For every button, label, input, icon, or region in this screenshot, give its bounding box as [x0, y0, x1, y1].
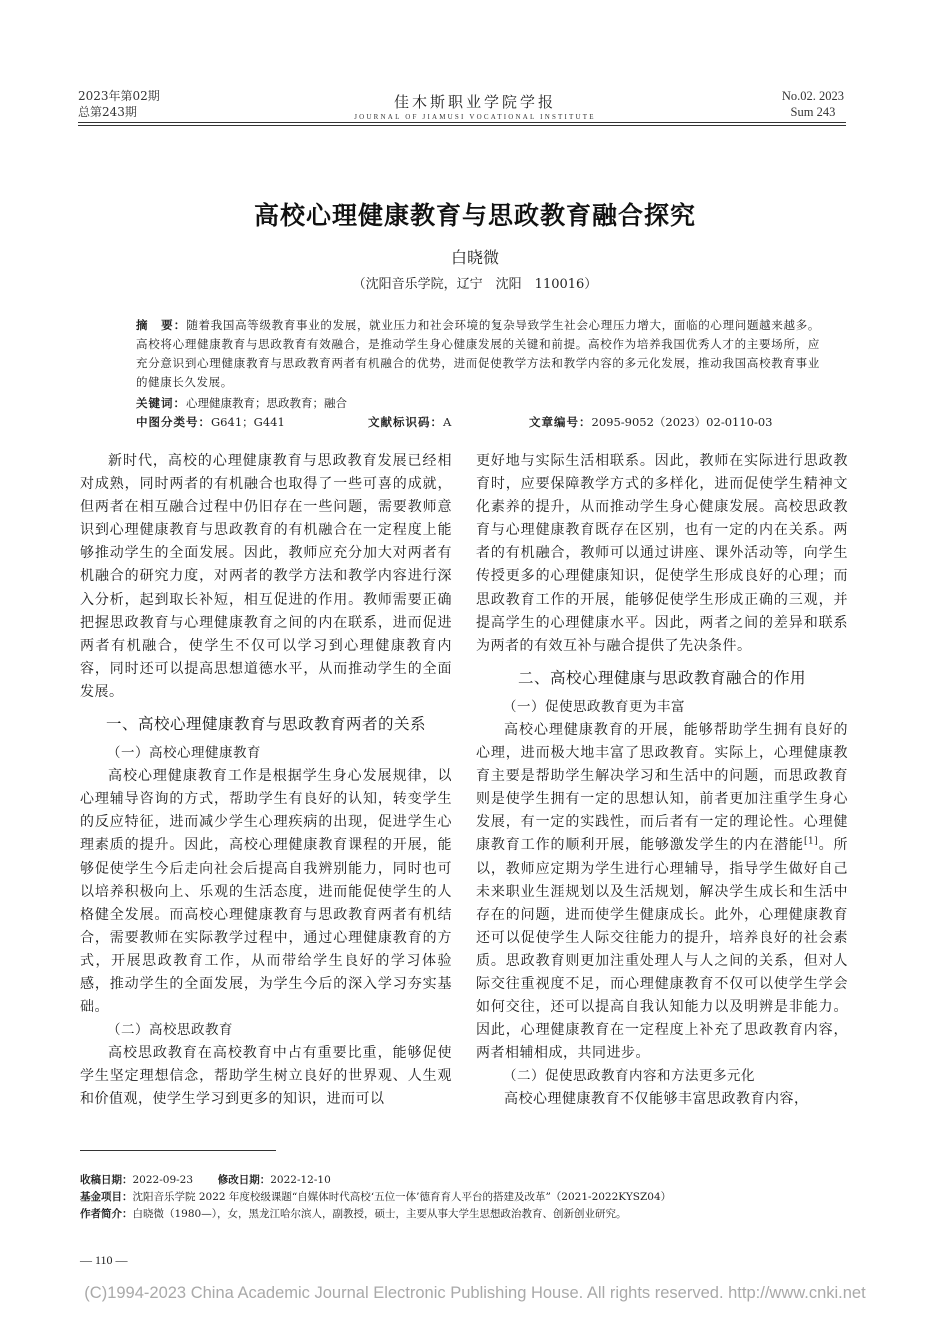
- header-rule: [78, 122, 846, 123]
- issue-number-en: No.02. 2023: [781, 89, 844, 103]
- subsection-heading-1-2: （二）高校思政教育: [107, 1022, 233, 1039]
- received-date: 2022-09-23: [132, 1174, 194, 1186]
- footnote-rule: [80, 1150, 276, 1151]
- paragraph-2-1: [476, 719, 848, 1065]
- journal-name-cn: 佳木斯职业学院学报: [393, 93, 556, 111]
- clc-label: 中图分类号：: [136, 415, 211, 429]
- article-number: [529, 414, 773, 430]
- document-code: [368, 414, 451, 430]
- section-heading-2: 二、高校心理健康与思政教育融合的作用: [517, 668, 806, 687]
- fund-line: [80, 1189, 850, 1206]
- page-number: — 110 —: [80, 1253, 128, 1267]
- body-column-right: [476, 450, 848, 1112]
- subsection-heading-1-1: （一）高校心理健康教育: [107, 745, 261, 762]
- paragraph-1-1: 高校心理健康教育工作是根据学生身心发展规律，以心理辅导咨询的方式，帮助学生有良好的认知，转变学生的反应特征，进而减少学生心理疾病的出现，促进学生心理素质的提升。因此，高校心理健康教育课程的开展，能够促使学生今后走向社会后提高自我辨别能力，同时也可以培养积极向上、乐观的生活态度，进而能促使学生的人格健全发展。而高校心理健康教育与思政教育两者有机结合，需要教师在实际教学过程中，通过心理健康教育的方式，开展思政教育工作，从而带给学生良好的学习体验感，推动学生的全面发展，为学生今后的深入学习夯实基础。: [80, 768, 452, 1016]
- issue-total-number: 总第243期: [78, 105, 137, 119]
- paragraph-2-2: 高校心理健康教育不仅能够丰富思政教育内容，: [504, 1091, 809, 1108]
- revised-date: 2022-12-10: [270, 1174, 331, 1186]
- paragraph-2-1-part-b: 。所以，教师应定期为学生进行心理辅导，指导学生做好自己未来职业生涯规划以及生活规划，解决学生成长和生活中存在的问题，进而使学生健康成长。此外，心理健康教育还可以促使学生人际交往能力的提升，培养良好的社会素质。思政教育则更加注重处理人与人之间的关系，但对人际交往重视度不足，而心理健康教育不仅可以使学生学会如何交往，还可以提高自我认知能力以及明辨是非能力。因此，心理健康教育在一定程度上补充了思政教育内容，两者相辅相成，共同进步。: [476, 837, 848, 1062]
- article-author: 白晓微: [450, 248, 499, 267]
- paragraph-1-2-continued: 更好地与实际生活相联系。因此，教师在实际进行思政教育时，应要保障教学方式的多样化，进而促使学生精神文化素养的提升，从而推动学生身心健康发展。高校思政教育与心理健康教育既存在区别，也有一定的内在关系。两者的有机融合，教师可以通过讲座、课外活动等，向学生传授更多的心理健康知识，促使学生形成良好的心理；而思政教育工作的开展，能够促使学生形成正确的三观，并提高学生的心理健康水平。因此，两者之间的差异和联系为两者的有效互补与融合提供了先决条件。: [476, 453, 848, 654]
- body-column-left: [80, 450, 452, 1112]
- issue-sum-en: Sum 243: [790, 105, 836, 119]
- received-label: 收稿日期：: [80, 1174, 133, 1186]
- document-code-label: 文献标识码：: [368, 415, 443, 429]
- copyright-watermark: (C)1994-2023 China Academic Journal Electronic Publishing House. All rights reserved. http://www.cnki.net: [84, 1284, 866, 1302]
- journal-name-en: JOURNAL OF JIAMUSI VOCATIONAL INSTITUTE: [354, 113, 596, 121]
- abstract-text: 随着我国高等级教育事业的发展，就业压力和社会环境的复杂导致学生社会心理压力增大，面临的心理问题越来越多。高校将心理健康教育与思政教育有效融合，是推动学生身心健康发展的关键和前提。高校作为培养我国优秀人才的主要场所，应充分意识到心理健康教育与思政教育两者有机融合的优势，进而促使教学方法和教学内容的多元化发展，推动我国高校教育事业的健康长久发展。: [136, 318, 821, 389]
- keywords-text: 心理健康教育；思政教育；融合: [186, 396, 347, 410]
- fund-label: 基金项目：: [80, 1191, 133, 1203]
- author-affiliation: （沈阳音乐学院，辽宁 沈阳 110016）: [352, 277, 598, 292]
- issue-year-number: 2023年第02期: [78, 89, 160, 103]
- abstract: [136, 316, 820, 392]
- clc-value: G641；G441: [211, 415, 285, 429]
- paragraph-2-1-part-a: 高校心理健康教育的开展，能够帮助学生拥有良好的心理，进而极大地丰富了思政教育。实际上，心理健康教育主要是帮助学生解决学习和生活中的问题，而思政教育则是使学生拥有一定的思想认知，前者更加注重学生身心发展，有一定的实践性，而后者有一定的理论性。心理健康教育工作的顺利开展，能够激发学生的内在潜能: [476, 721, 848, 854]
- subsection-heading-2-2: （二）促使思政教育内容和方法更多元化: [503, 1068, 755, 1085]
- author-bio-text: 白晓微（1980—），女，黑龙江哈尔滨人，副教授，硕士，主要从事大学生思想政治教育、创新创业研究。: [132, 1208, 627, 1220]
- document-code-value: A: [443, 415, 452, 429]
- keywords: [136, 395, 347, 411]
- author-bio-line: [80, 1206, 850, 1223]
- dates-line: [80, 1172, 850, 1189]
- journal-name: [300, 92, 650, 122]
- section-heading-1: 一、高校心理健康教育与思政教育两者的关系: [105, 715, 426, 734]
- clc-number: [136, 414, 285, 430]
- citation-ref-1[interactable]: [1]: [803, 836, 819, 847]
- revised-label: 修改日期：: [217, 1174, 271, 1186]
- fund-text: 沈阳音乐学院 2022 年度校级课题“自媒体时代高校‘五位一体’德育育人平台的搭建及改革”（2021-2022KYSZ04）: [132, 1191, 672, 1203]
- author-bio-label: 作者简介：: [80, 1208, 133, 1220]
- article-title: 高校心理健康教育与思政教育融合探究: [253, 201, 696, 230]
- footnotes: [80, 1172, 850, 1223]
- header-rule-thin: [78, 125, 846, 126]
- keywords-label: 关键词：: [136, 396, 186, 410]
- article-number-label: 文章编号：: [529, 415, 592, 429]
- issue-info-en: [782, 88, 844, 120]
- paragraph-1-2: 高校思政教育在高校教育中占有重要比重，能够促使学生坚定理想信念，帮助学生树立良好的世界观、人生观和价值观，使学生学习到更多的知识，进而可以: [80, 1045, 452, 1108]
- article-number-value: 2095-9052（2023）02-0110-03: [591, 415, 773, 429]
- intro-paragraph: 新时代，高校的心理健康教育与思政教育发展已经相对成熟，同时两者的有机融合也取得了一些可喜的成就，但两者在相互融合过程中仍旧存在一些问题，需要教师意识到心理健康教育与思政教育的有机融合在一定程度上能够推动学生的全面发展。因此，教师应充分加大对两者有机融合的研究力度，对两者的教学方法和教学内容进行深入分析，起到取长补短，相互促进的作用。教师需要正确把握思政教育与心理健康教育之间的内在联系，进而促进两者有机融合，使学生不仅可以学习到心理健康教育内容，同时还可以提高思想道德水平，从而推动学生的全面发展。: [80, 453, 452, 700]
- abstract-label: 摘 要：: [136, 318, 187, 332]
- issue-info: [78, 88, 160, 120]
- subsection-heading-2-1: （一）促使思政教育更为丰富: [503, 698, 685, 715]
